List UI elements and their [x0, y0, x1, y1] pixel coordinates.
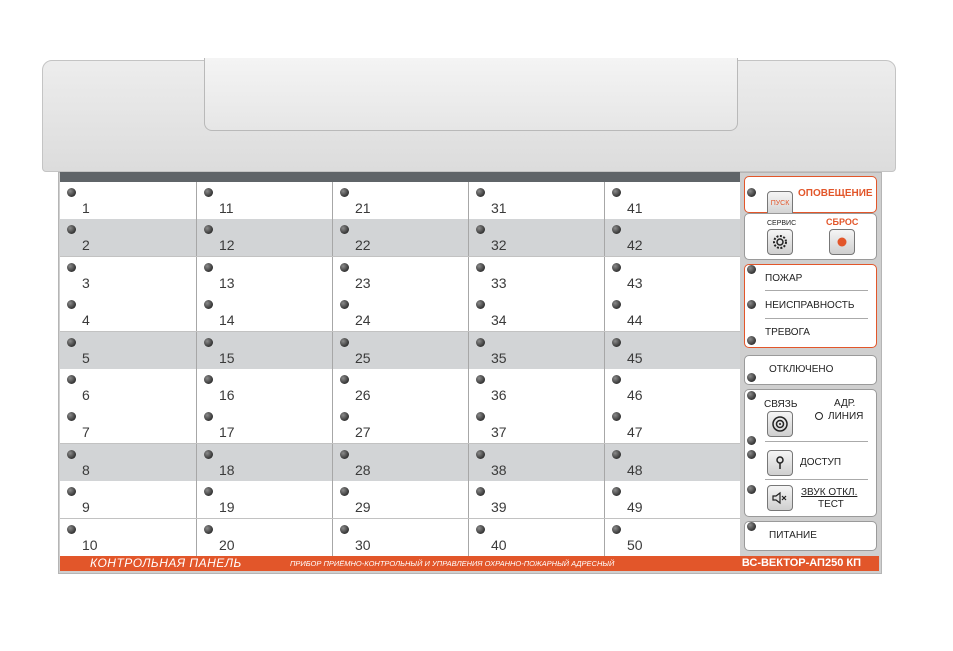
zone-led [204, 525, 213, 534]
zone-cell [60, 481, 195, 518]
zone-led [340, 412, 349, 421]
zone-led [476, 300, 485, 309]
zone-number: 43 [627, 274, 643, 291]
zone-row [60, 481, 740, 519]
zone-number: 42 [627, 237, 643, 254]
disabled-label: ОТКЛЮЧЕНО [769, 364, 834, 375]
zone-row [60, 257, 740, 295]
zone-cell [60, 257, 195, 294]
zone-number: 13 [219, 274, 235, 291]
grid-header-bar [60, 172, 740, 182]
zone-cell [332, 182, 468, 219]
zone-cell [332, 519, 468, 556]
zone-row [60, 294, 740, 332]
zone-number: 27 [355, 424, 371, 441]
zone-led [67, 263, 76, 272]
zone-cell [60, 294, 195, 331]
zone-cell [60, 444, 195, 481]
panel-name-label: КОНТРОЛЬНАЯ ПАНЕЛЬ [90, 556, 242, 570]
zone-cell [196, 332, 332, 369]
zone-cell [604, 444, 740, 481]
zone-led [67, 188, 76, 197]
zone-led [340, 263, 349, 272]
zone-number: 48 [627, 461, 643, 478]
zone-number: 46 [627, 387, 643, 403]
alarm-label: ТРЕВОГА [765, 327, 810, 338]
zone-led [67, 375, 76, 384]
zone-cell [332, 257, 468, 294]
zone-number: 45 [627, 349, 643, 366]
zone-led [476, 338, 485, 347]
access-label: ДОСТУП [800, 457, 842, 468]
service-label: СЕРВИС [767, 220, 797, 227]
zone-led [612, 225, 621, 234]
divider [765, 290, 868, 291]
zone-cell [196, 519, 332, 556]
zone-led [476, 375, 485, 384]
zone-led [340, 188, 349, 197]
zone-cell [604, 219, 740, 256]
zone-number: 20 [219, 536, 235, 553]
reset-dot-icon [830, 230, 854, 254]
link-led [747, 391, 756, 400]
zone-number: 14 [219, 312, 235, 329]
zone-number: 47 [627, 424, 643, 441]
zone-number: 15 [219, 349, 235, 366]
zone-number: 24 [355, 312, 371, 329]
zone-cell [468, 444, 604, 481]
zone-led [340, 450, 349, 459]
zone-number: 41 [627, 200, 643, 216]
zone-led [612, 188, 621, 197]
zone-cell [468, 182, 604, 219]
zone-cell [332, 481, 468, 518]
zone-cell [196, 444, 332, 481]
zone-led [340, 338, 349, 347]
target-icon [768, 412, 792, 436]
zone-cell [196, 406, 332, 443]
zone-cell [196, 369, 332, 406]
zone-cell [604, 406, 740, 443]
zone-number: 39 [491, 499, 507, 516]
zone-cell [60, 406, 195, 443]
test-label: ТЕСТ [818, 499, 844, 510]
zone-cell [60, 369, 195, 406]
zone-cell [604, 294, 740, 331]
zone-cell [468, 369, 604, 406]
zone-row [60, 182, 740, 220]
zone-led [204, 487, 213, 496]
divider [765, 479, 868, 480]
zone-led [612, 450, 621, 459]
start-button-label: ПУСК [770, 200, 790, 207]
link-button[interactable] [767, 411, 793, 437]
zone-number: 25 [355, 349, 371, 366]
zone-led [340, 300, 349, 309]
zone-led [340, 225, 349, 234]
addr-line-label-top: АДР. [834, 398, 856, 409]
zone-row [60, 332, 740, 370]
zone-row [60, 219, 740, 257]
disabled-led [747, 373, 756, 382]
zone-led [476, 450, 485, 459]
zone-number: 29 [355, 499, 371, 516]
zone-cell [332, 444, 468, 481]
zone-cell [468, 219, 604, 256]
sound-off-label: ЗВУК ОТКЛ. [801, 487, 858, 498]
panel-label-strip [60, 556, 879, 571]
zone-row [60, 369, 740, 407]
zone-cell [332, 369, 468, 406]
zone-led [612, 375, 621, 384]
link-status-led [747, 436, 756, 445]
access-button[interactable] [767, 450, 793, 476]
zone-cell [604, 332, 740, 369]
zone-led [67, 225, 76, 234]
zone-led [612, 263, 621, 272]
reset-button[interactable] [829, 229, 855, 255]
zone-number: 10 [82, 536, 98, 553]
zone-row [60, 444, 740, 482]
zone-cell [468, 257, 604, 294]
zone-number: 2 [82, 237, 90, 254]
zone-number: 9 [82, 499, 90, 516]
zone-cell [60, 332, 195, 369]
zone-cell [468, 519, 604, 556]
zone-number: 34 [491, 312, 507, 329]
addr-line-led-icon [815, 412, 823, 420]
zone-led [67, 338, 76, 347]
zone-number: 4 [82, 312, 90, 329]
gear-icon [768, 230, 792, 254]
zone-number: 7 [82, 424, 90, 441]
zone-number: 37 [491, 424, 507, 441]
zone-led [476, 487, 485, 496]
device-lid[interactable] [204, 58, 738, 131]
addr-line-label-bottom: ЛИНИЯ [828, 411, 864, 422]
fire-label: ПОЖАР [765, 273, 803, 284]
zone-led [340, 487, 349, 496]
zone-led [612, 412, 621, 421]
notification-led [747, 188, 756, 197]
zone-led [204, 450, 213, 459]
alarm-led [747, 336, 756, 345]
zone-number: 28 [355, 461, 371, 478]
sound-led [747, 485, 756, 494]
zone-number: 32 [491, 237, 507, 254]
service-button[interactable] [767, 229, 793, 255]
link-label: СВЯЗЬ [764, 399, 798, 410]
zone-cell [468, 294, 604, 331]
zone-led [204, 338, 213, 347]
zone-cell [332, 294, 468, 331]
zone-number: 22 [355, 237, 371, 254]
zone-cell [604, 481, 740, 518]
zone-cell [196, 219, 332, 256]
access-led [747, 450, 756, 459]
zone-led [67, 300, 76, 309]
zone-row [60, 406, 740, 444]
fault-label: НЕИСПРАВНОСТЬ [765, 300, 855, 311]
zone-number: 16 [219, 387, 235, 403]
key-icon [768, 451, 792, 475]
zone-led [476, 412, 485, 421]
zone-cell [60, 219, 195, 256]
zone-number: 35 [491, 349, 507, 366]
zone-row [60, 519, 740, 557]
zone-led [340, 375, 349, 384]
power-label: ПИТАНИЕ [769, 530, 817, 541]
zone-led [612, 525, 621, 534]
zone-cell [332, 219, 468, 256]
zone-cell [196, 294, 332, 331]
zone-number: 3 [82, 274, 90, 291]
zone-number: 8 [82, 461, 90, 478]
zone-number: 38 [491, 461, 507, 478]
zone-number: 17 [219, 424, 235, 441]
zone-led [204, 225, 213, 234]
zone-led [204, 412, 213, 421]
zone-number: 26 [355, 387, 371, 403]
divider [765, 318, 868, 319]
sound-off-button[interactable] [767, 485, 793, 511]
zone-cell [196, 481, 332, 518]
zone-cell [468, 481, 604, 518]
zone-cell [468, 406, 604, 443]
speaker-mute-icon [768, 486, 792, 510]
zone-led [612, 338, 621, 347]
zone-number: 19 [219, 499, 235, 516]
zone-number: 50 [627, 536, 643, 553]
zone-number: 30 [355, 536, 371, 553]
zone-number: 18 [219, 461, 235, 478]
zone-number: 1 [82, 200, 90, 216]
reset-label: СБРОС [826, 217, 859, 227]
zone-led [204, 300, 213, 309]
zone-cell [604, 369, 740, 406]
zone-led [67, 525, 76, 534]
zone-led [476, 263, 485, 272]
zone-led [476, 188, 485, 197]
zone-cell [196, 182, 332, 219]
power-led [747, 522, 756, 531]
zone-cell [604, 519, 740, 556]
zone-cell [332, 332, 468, 369]
zone-led [612, 300, 621, 309]
zone-led [67, 412, 76, 421]
zone-number: 11 [219, 200, 234, 216]
zone-cell [604, 257, 740, 294]
zone-cell [60, 519, 195, 556]
zone-indicator-grid [60, 172, 740, 556]
zone-number: 12 [219, 237, 235, 254]
notification-label: ОПОВЕЩЕНИЕ [798, 188, 873, 199]
zone-cell [60, 182, 195, 219]
device-description: ПРИБОР ПРИЁМНО-КОНТРОЛЬНЫЙ И УПРАВЛЕНИЯ ОХРАННО-ПОЖАРНЫЙ АДРЕСНЫЙ [290, 559, 615, 568]
zone-number: 6 [82, 387, 90, 403]
zone-number: 33 [491, 274, 507, 291]
zone-led [476, 525, 485, 534]
zone-led [67, 487, 76, 496]
zone-number: 5 [82, 349, 90, 366]
fault-led [747, 300, 756, 309]
divider [765, 441, 868, 442]
zone-led [67, 450, 76, 459]
zone-led [612, 487, 621, 496]
zone-led [204, 188, 213, 197]
zone-cell [604, 182, 740, 219]
zone-number: 40 [491, 536, 507, 553]
zone-led [204, 263, 213, 272]
device-model: ВС-ВЕКТОР-АП250 КП [741, 557, 861, 569]
zone-number: 23 [355, 274, 371, 291]
zone-cell [332, 406, 468, 443]
zone-led [204, 375, 213, 384]
zone-led [340, 525, 349, 534]
zone-cell [196, 257, 332, 294]
zone-led [476, 225, 485, 234]
fire-led [747, 265, 756, 274]
zone-number: 44 [627, 312, 643, 329]
zone-number: 21 [355, 200, 371, 216]
zone-number: 31 [491, 200, 507, 216]
zone-cell [468, 332, 604, 369]
zone-number: 36 [491, 387, 507, 403]
zone-number: 49 [627, 499, 643, 516]
